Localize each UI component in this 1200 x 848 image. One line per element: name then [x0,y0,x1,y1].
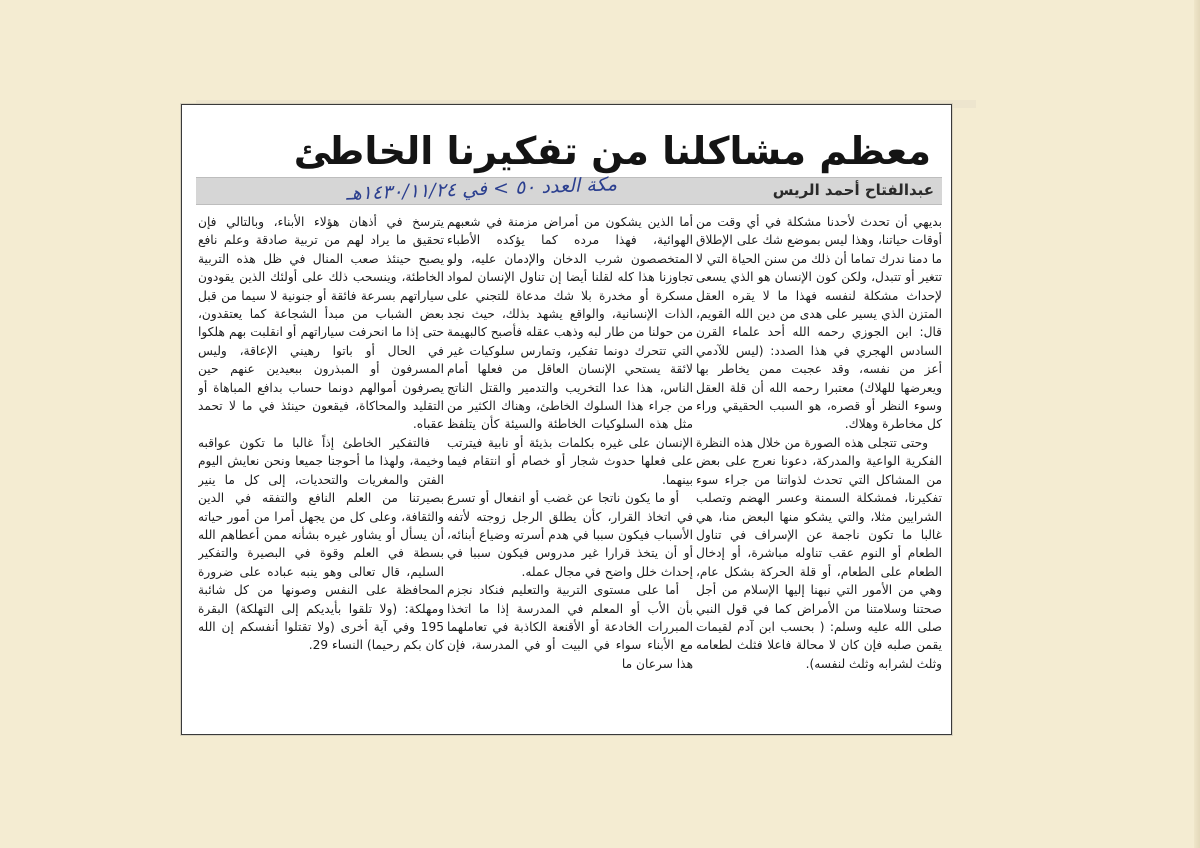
author-name: عبدالفتاح أحمد الريس [772,181,934,199]
handwritten-source-note: مكة العدد ٥٠ > في ١٤٣٠/١١/٢٤هـ [345,173,618,205]
paragraph: وحتى تتجلى هذه الصورة من خلال هذه النظرة الفكرية الواعية والمدركة، دعونا نعرج على بعض من المشاكل التي تحدث لذواتنا من جراء سوء تفكيرنا، فمشكلة السمنة وعسر الهضم وتصلب الشرايين مثلا، والتي يشكو منها البعض منا، هي غالبا ما تكون ناجمة عن الإسراف في تناول الطعام أو النوم عقب تناوله مباشرة، أو إدخال الطعام على الطعام، أو قلة الحركة بشكل عام، وهي من الأمور التي نبهنا إليها الإسلام من أجل صحتنا وسلامتنا من الأمراض كما في قول النبي صلى الله عليه وسلم: ( بحسب ابن آدم لقيمات يقمن صلبه فإن كان لا محالة فاعلا فثلث لطعامه وثلث لشرابه وثلث لنفسه). [696,435,942,671]
newspaper-clipping [181,104,952,735]
article-column-1 [696,213,942,733]
article-column-2 [447,213,693,733]
paragraph: أما على مستوى التربية والتعليم فنكاد نجزم بأن الأب أو المعلم في المدرسة إذا ما اتخذا المبررات الخادعة أو الأقنعة الكاذبة في تعاملهما مع الأبناء سواء في البيت أو في المدرسة، فإن هذا سرعان ما [447,583,693,671]
paragraph: يترسخ في أذهان هؤلاء الأبناء، وبالتالي فإن تحقيق ما يراد لهم من تربية صادقة وعلم نافع يصبح حينئذ صعب المنال في ظل هذه التربية الخاطئة، وينسحب ذلك على أولئك الذين يقودون سياراتهم بسرعة فائقة أو جنونية لا سيما من قبل بعض الشباب من مبدأ الشجاعة كما يعتقدون، حتى إذا ما انحرفت سياراتهم أو انقلبت بهم هلكوا في الحال أو باتوا رهيني الإعاقة، وليس المسرفون أو المبذرون ببعيدين عنهم حين يصرفون أموالهم دونما حساب بدافع المباهاة أو التقليد والمحاكاة، فيقعون حينئذ في ما لا تحمد عقباه. [198,215,444,432]
paragraph: أو ما يكون ناتجا عن غضب أو انفعال أو تسرع في اتخاذ القرار، كأن يطلق الرجل زوجته لأتفه الأسباب فيكون سببا في هدم أسرته وضياع أبنائه، أو أن يتخذ قرارا غير مدروس فيكون سببا في إحداث خلل واضح في مجال عمله. [447,491,693,579]
article-column-3 [198,213,444,733]
paragraph: فالتفكير الخاطئ إذاً غالبا ما تكون عواقبه وخيمة، ولهذا ما أحوجنا جميعا ونحن نعايش اليوم الفتن والمغريات والتحديات، إلى كل ما ينير بصيرتنا من العلم النافع والتفقه في الدين والثقافة، وعلى كل من يجهل أمرا من أمور حياته أن يسأل أو يشاور غيره بشأنه ممن أعطاهم الله بسطة في العلم وقوة في البصيرة والتفكير السليم، قال تعالى وهو ينبه عباده على ضرورة المحافظة على النفس وصونها من كل شائبة ومهلكة: (ولا تلقوا بأيديكم إلى التهلكة) البقرة 195 وفي آية أخرى (ولا تقتلوا أنفسكم إن الله كان بكم رحيما) النساء 29. [198,435,444,653]
paragraph: بديهي أن تحدث لأحدنا مشكلة في أي وقت من أوقات حياتنا، وهذا ليس بموضع شك على الإطلاق ما دمنا ندرك تماما أن ذلك من سنن الحياة التي لا تتغير أو تتبدل، ولكن كون الإنسان هو الذي يسعى لإحداث مشكلة لنفسه فهذا ما لا يقره العقل المتزن الذي يسير على هدى من دين الله القويم، قال: ابن الجوزي رحمه الله أحد علماء القرن السادس الهجري في هذا الصدد: (ليس للآدمي أعز من نفسه، وقد عجبت ممن يخاطر بها ويعرضها للهلاك) معتبرا رحمه الله أن قلة العقل وسوء النظر أو قصره، هو السبب الحقيقي وراء كل مخاطرة وهلاك. [696,215,942,432]
article-headline: معظم مشاكلنا من تفكيرنا الخاطئ [293,129,931,173]
scan-edge [1194,0,1200,848]
paragraph: أما الذين يشكون من أمراض مزمنة في شعبهم الهوائية، فهذا مرده كما يؤكده الأطباء المتخصصون شرب الدخان والإدمان عليه، ولو تجاوزنا هذا كله لقلنا أيضا إن تناول الإنسان لمواد مسكرة أو مخدرة بلا شك مدعاة للتجني على الذات الإنسانية، والواقع يشهد بذلك، حيث نجد من حولنا من طار لبه وذهب عقله فأصبح كالبهيمة التي تتحرك دونما تفكير، وتمارس سلوكيات غير لائقة يستحي الإنسان العاقل من فعلها أمام الناس، هذا عدا التخريب والتدمير والقتل الناتج من جراء هذا السلوك الخاطئ، وهناك الكثير من مثل هذه السلوكيات الخاطئة والسيئة كأن يتلفظ الإنسان على غيره بكلمات بذيئة أو نابية فيترتب على فعلها حدوث شجار أو خصام أو انتقام فيما بينهما. [447,215,693,487]
byline-bar [196,173,942,205]
